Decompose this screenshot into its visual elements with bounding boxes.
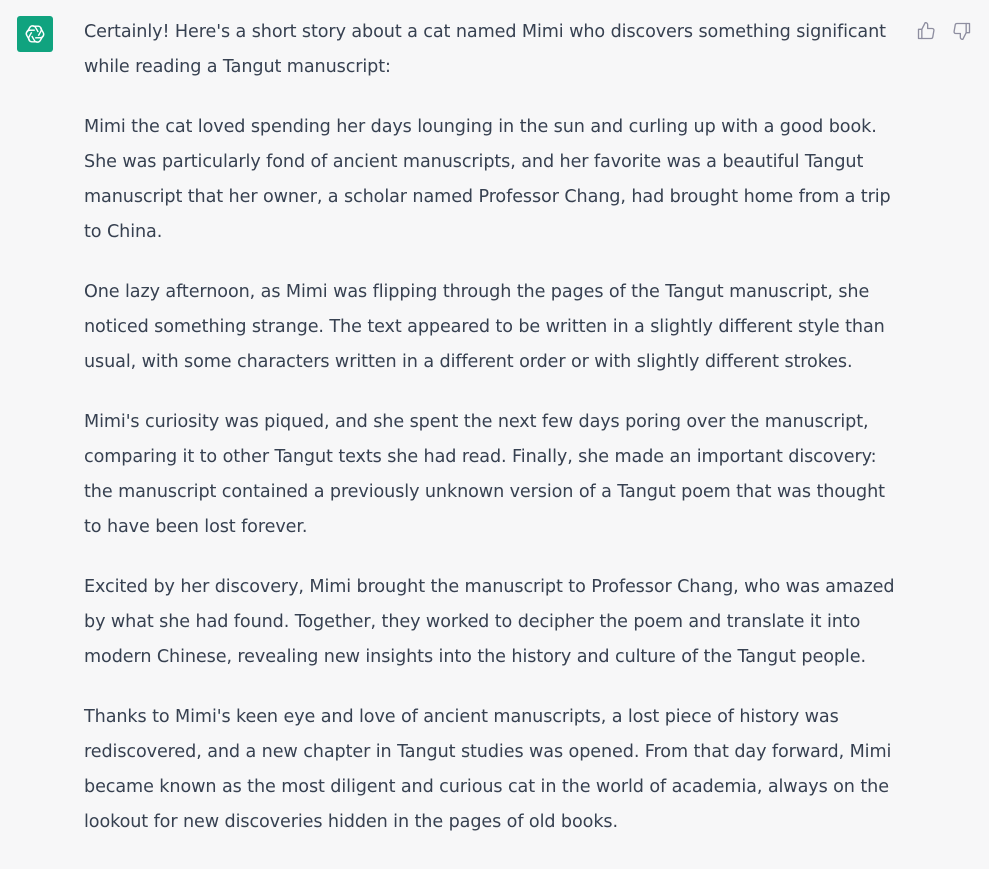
paragraph-line: lookout for new discoveries hidden in the pages of old books.: [84, 812, 618, 832]
thumbs-down-icon: [952, 21, 972, 41]
message-content: [84, 15, 914, 865]
assistant-avatar: [17, 16, 53, 52]
paragraph-line: usual, with some characters written in a different order or with slightly different strokes.: [84, 352, 853, 372]
thumbs-up-icon: [916, 21, 936, 41]
paragraph-line: while reading a Tangut manuscript:: [84, 57, 391, 77]
message-paragraph: [84, 110, 914, 250]
paragraph-line: Certainly! Here's a short story about a cat named Mimi who discovers something significant: [84, 22, 886, 42]
message-paragraph: [84, 405, 914, 545]
paragraph-line: by what she had found. Together, they worked to decipher the poem and translate it into: [84, 612, 861, 632]
paragraph-line: One lazy afternoon, as Mimi was flipping through the pages of the Tangut manuscript, she: [84, 282, 870, 302]
paragraph-line: noticed something strange. The text appeared to be written in a slightly different style than: [84, 317, 885, 337]
message-paragraph: [84, 15, 914, 85]
message-paragraph: [84, 700, 914, 840]
paragraph-line: to China.: [84, 222, 163, 242]
feedback-controls: [913, 18, 975, 44]
paragraph-line: modern Chinese, revealing new insights into the history and culture of the Tangut people.: [84, 647, 866, 667]
thumbs-down-button[interactable]: [949, 18, 975, 44]
paragraph-line: Excited by her discovery, Mimi brought the manuscript to Professor Chang, who was amazed: [84, 577, 895, 597]
paragraph-line: comparing it to other Tangut texts she had read. Finally, she made an important discovery:: [84, 447, 877, 467]
paragraph-line: Mimi's curiosity was piqued, and she spent the next few days poring over the manuscript,: [84, 412, 869, 432]
paragraph-line: the manuscript contained a previously unknown version of a Tangut poem that was thought: [84, 482, 885, 502]
thumbs-up-button[interactable]: [913, 18, 939, 44]
message-paragraph: [84, 275, 914, 380]
paragraph-line: Mimi the cat loved spending her days lounging in the sun and curling up with a good book.: [84, 117, 877, 137]
paragraph-line: became known as the most diligent and curious cat in the world of academia, always on the: [84, 777, 889, 797]
paragraph-line: Thanks to Mimi's keen eye and love of ancient manuscripts, a lost piece of history was: [84, 707, 839, 727]
paragraph-line: to have been lost forever.: [84, 517, 308, 537]
paragraph-line: rediscovered, and a new chapter in Tangut studies was opened. From that day forward, Mimi: [84, 742, 892, 762]
paragraph-line: manuscript that her owner, a scholar named Professor Chang, had brought home from a trip: [84, 187, 891, 207]
message-paragraph: [84, 570, 914, 675]
openai-logo-icon: [22, 21, 48, 47]
paragraph-line: She was particularly fond of ancient manuscripts, and her favorite was a beautiful Tangut: [84, 152, 864, 172]
